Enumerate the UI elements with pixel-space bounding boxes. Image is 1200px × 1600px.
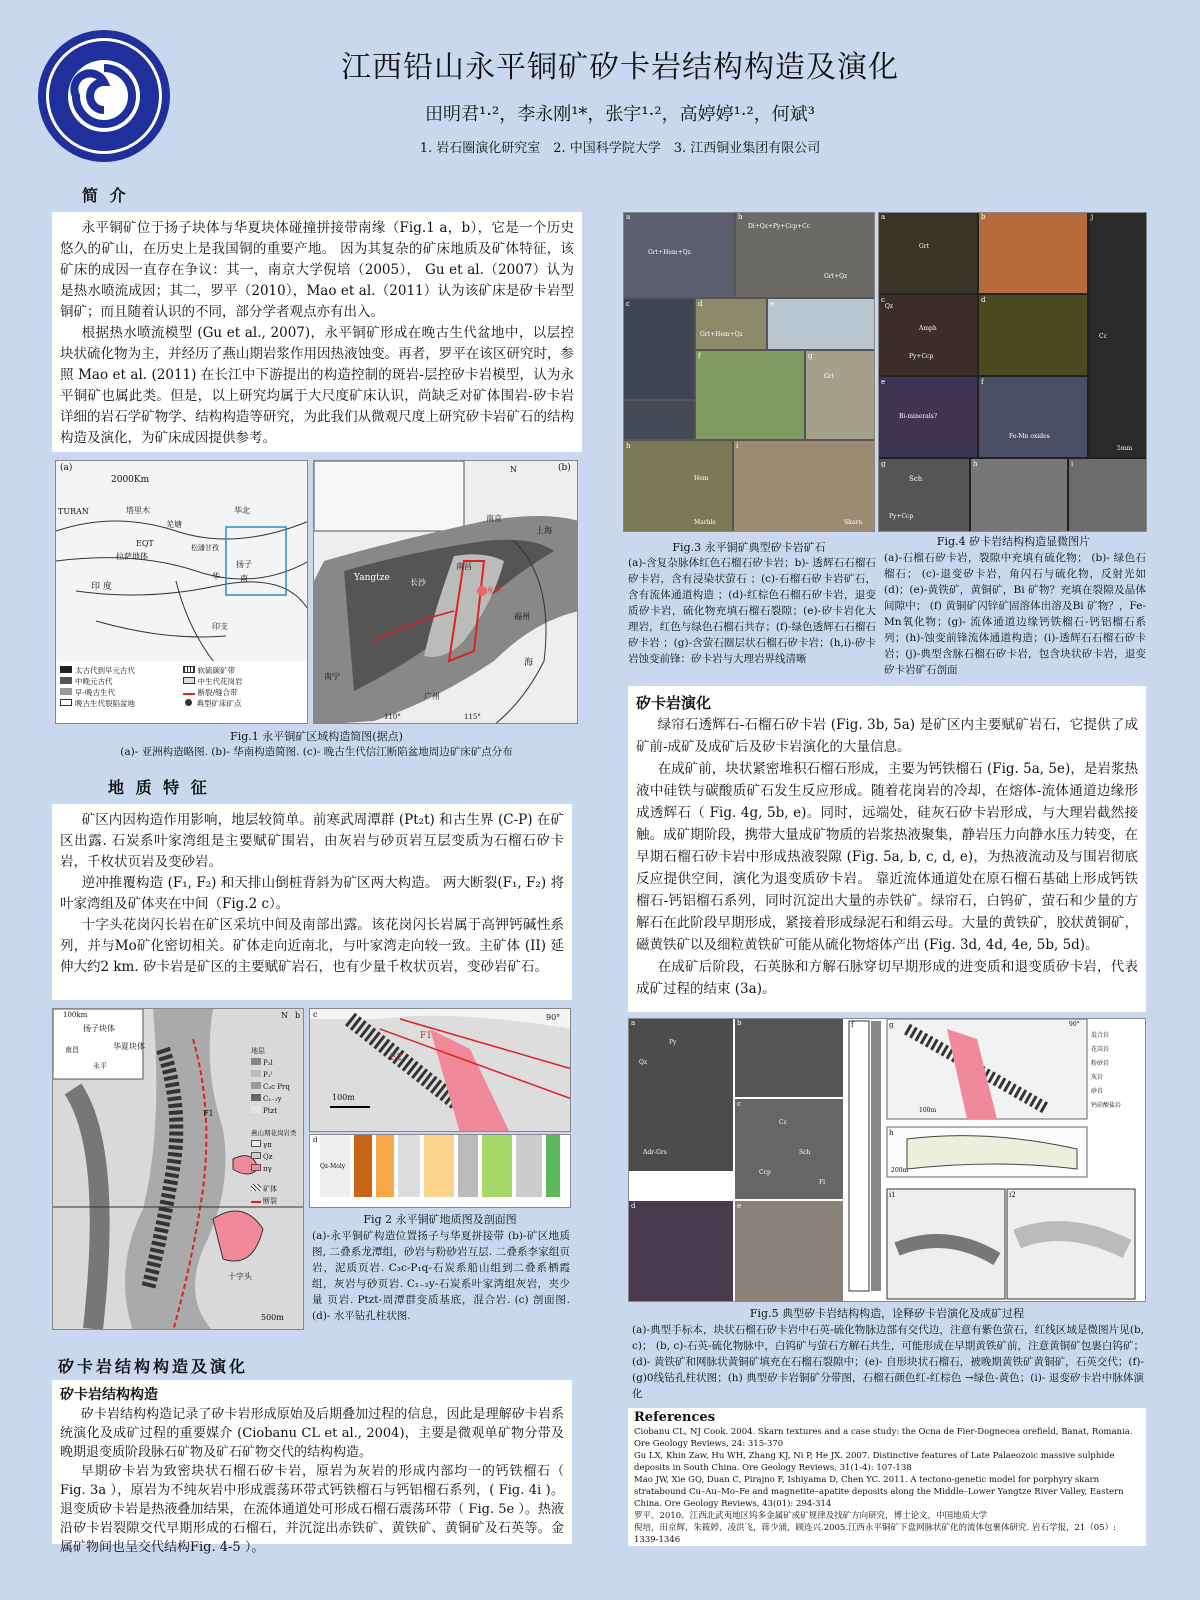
fig5-scale: 200m <box>891 1167 909 1174</box>
legend-swatch <box>251 1058 261 1065</box>
fig1a-panel-label: (a) <box>60 463 73 473</box>
legend-item <box>251 1151 303 1163</box>
photo-annotation: Marble <box>694 519 716 526</box>
legend-label: πγ <box>263 1165 272 1173</box>
legend-swatch <box>251 1140 261 1147</box>
fig5-panel-label: d <box>631 1202 636 1210</box>
photo-c <box>624 299 694 399</box>
photo-label: c <box>626 300 630 308</box>
fig1a-label: 华北 <box>234 506 250 515</box>
fig5-legend <box>1091 1029 1145 1113</box>
photo-d <box>696 299 766 349</box>
micrograph-annotation: Grt <box>919 243 930 250</box>
legend-swatch <box>60 677 72 684</box>
photo-label: a <box>626 213 631 221</box>
reference-item: Gu LX, Khin Zaw, Hu WH, Zhang KJ, Ni P, He JX. 2007. Distinctive features of Late Palaeozoic massive sulphide deposits in South China. Ore Geology Reviews, 31(1-4): 107-138 <box>634 1451 1115 1473</box>
mineral-label: Ccp <box>759 1169 771 1176</box>
legend-swatch <box>251 1152 261 1159</box>
fig5-panel-label: g <box>889 1021 894 1029</box>
legend-swatch <box>60 699 72 706</box>
photo-label: h <box>626 442 631 450</box>
fig1a-label: 塔里木 <box>126 506 150 515</box>
photo-f <box>696 351 804 439</box>
legend-label: 花岗岩 <box>1091 1046 1110 1053</box>
legend-item <box>60 665 183 676</box>
fig1a-label: TURAN <box>58 507 89 516</box>
fig5-photo-b <box>735 1019 843 1097</box>
fig3-photo-grid <box>623 212 875 532</box>
fig5-panel-label: a <box>631 1019 636 1027</box>
legend-item <box>251 1105 303 1117</box>
micrograph-d <box>979 295 1087 375</box>
fig2a-scale: 100km <box>63 1011 88 1019</box>
poster-title: 江西铅山永平铜矿矽卡岩结构构造及演化 <box>341 50 899 85</box>
evolution-text-box <box>628 686 1146 1012</box>
skarn-structure-paragraph: 矽卡岩结构构造记录了矽卡岩形成原始及后期叠加过程的信息，因此是理解矽卡岩系统演化及成矿过程的重要媒介 (Ciobanu CL et al., 2004)，主要是微观单矿物分带及晚期退变质阶段脉石矿物及矿石矿物交代的结构构造。 <box>60 1407 564 1460</box>
legend-swatch <box>251 1106 261 1113</box>
fig1b-label: Yangtze <box>354 573 390 583</box>
photo-annotation: Hem <box>694 475 709 482</box>
fig1a-label: 印 度 <box>91 582 112 592</box>
legend-label: C₃c Prq <box>263 1083 290 1091</box>
micrograph-annotation: Py+Ccp <box>909 353 934 360</box>
references-box <box>628 1408 1146 1546</box>
legend-label: 粉砂岩 <box>1091 1060 1110 1067</box>
author-list: 田明君¹·²，李永刚¹*，张宇¹·²，高婷婷¹·²，何斌³ <box>425 104 815 125</box>
fig2a-label: 南昌 <box>65 1046 79 1054</box>
micrograph-label: c <box>881 296 885 304</box>
fault-label: F2 <box>390 1053 402 1063</box>
references-heading: References <box>634 1410 716 1425</box>
micrograph-label: g <box>881 460 886 468</box>
fig5-title: Fig.5 典型矽卡岩结构构造，诠释矽卡岩演化及成矿过程 <box>749 1307 1025 1320</box>
micrograph-c <box>879 295 977 375</box>
fig2c-panel-label: c <box>313 1010 318 1019</box>
reference-item: 罗平。2010。江西北武夷地区钨多金属矿成矿规律及找矿方向研究，博士论文，中国地质大学 <box>634 1511 988 1521</box>
legend-item <box>251 1195 303 1207</box>
fig1b-label: 110° <box>384 713 401 721</box>
geology-paragraph: 十字头花岗闪长岩在矿区采坑中间及南部出露。该花岗闪长岩属于高钾钙碱性系列，并与Mo矿化密切相关。矿体走向近南北，与叶家湾走向较一致。主矿体 (II) 延伸大约2 km. 矽卡岩是矿区的主要赋矿岩石，也有少量千枚状页岩，变砂岩矿石。 <box>60 917 564 975</box>
legend-item <box>251 1093 303 1105</box>
micrograph-label: d <box>981 296 986 304</box>
micrograph-g <box>879 459 969 532</box>
reference-item: Ciobanu CL, NJ Cook. 2004. Skarn textures and a case study: the Ocna de Fier-Dognecea orefield, Banat, Romania. Ore Geology Reviews, 24: 315-370 <box>634 1427 1133 1449</box>
legend-label: Ptzt <box>263 1107 278 1115</box>
legend-item <box>251 1183 303 1195</box>
fig5-caption: (a)-典型手标本，块状石榴石矽卡岩中石英-硫化物脉边部有交代边，注意有紫色萤石，红线区域是微图片见(b, c)； (b, c)-石英-硫化物脉中，白钨矿与萤石方解石共生，可能形成在早期黄铁矿前，注意黄铜矿包裹白钨矿；(d)- 黄铁矿和网脉状黄铜矿填充在石榴石裂隙中；(e)- 自形块状石榴石，被晚期黄铁矿黄铜矿，石英交代；(f)- (g)0线钻孔柱状图；(h) 典型矽卡岩铜矿分带图，石榴石颜色红-红棕色 →绿色-黄色；(i)- 退变矽卡岩中脉体演化 <box>632 1324 1144 1400</box>
fig1-legend <box>60 665 305 709</box>
legend-item <box>60 676 183 687</box>
legend-swatch <box>251 1070 261 1077</box>
fig3-caption: (a)-含复杂脉体红色石榴石矽卡岩；b)- 透辉石石榴石矽卡岩，含有浸染状萤石 ；(c)-石榴石矽卡岩矿石，含有流体通道构造 ；(d)-红棕色石榴石矽卡岩，退变质矽卡岩，硫化物充填石榴石裂隙；(e)-矽卡岩化大理岩，红色与绿色石榴石共存；(f)-绿色透辉石石榴石矽卡岩 ；(g)-含萤石圈层状石榴石矽卡岩；(h,i)-矽卡岩蚀变前锋：矽卡岩与大理岩界线清晰 <box>628 557 876 665</box>
legend-title: 地层 <box>251 1047 265 1055</box>
fig1b-label: 115° <box>464 713 481 721</box>
mineral-label: Qz <box>639 1059 648 1066</box>
micrograph-annotation: Amph <box>919 325 937 332</box>
micrograph-annotation: Sch <box>909 475 923 483</box>
legend-label: 中晚元古代 <box>75 677 113 686</box>
fig5-azimuth: 90° <box>1069 1021 1080 1028</box>
legend-item <box>60 698 183 709</box>
fig1b-label: 长沙 <box>410 578 426 587</box>
mineral-label: Py <box>669 1039 677 1046</box>
fig1b-label: 南宁 <box>324 672 340 681</box>
legend-item <box>183 687 306 698</box>
fig3-title: Fig.3 永平铜矿典型矽卡岩矿石 <box>672 541 826 554</box>
legend-label: 软硫碳矿带 <box>197 666 235 675</box>
fig5-panel-label: h <box>889 1129 894 1137</box>
legend-item <box>251 1057 303 1069</box>
fig1b-label: 海 <box>524 658 534 668</box>
legend-label: 断裂 <box>263 1197 277 1205</box>
legend-item <box>251 1069 303 1081</box>
fig5-photo-d <box>629 1201 733 1302</box>
photo-label: g <box>808 352 813 360</box>
fig1-map-a <box>55 460 308 724</box>
geology-paragraph: 矿区内因构造作用影响，地层较简单。前寒武周潭群 (Pt₂t) 和古生界 (C-P) 在矿区出露. 石炭系叶家湾组是主要赋矿围岩，由灰岩与砂页岩互层变质为石榴石矽卡岩，千枚状页岩及变砂岩。 <box>60 812 564 870</box>
legend-label: 典型矿床矿点 <box>196 699 242 708</box>
photo-g <box>806 351 875 439</box>
legend-swatch <box>185 699 192 706</box>
legend-label: 混合岩 <box>1091 1032 1110 1039</box>
legend-label: γπ <box>263 1141 272 1149</box>
intro-text-box <box>52 212 582 452</box>
fig2-drill-log <box>309 1134 571 1208</box>
legend-swatch <box>251 1196 261 1203</box>
fig1a-label: 拉萨地体 <box>116 552 148 561</box>
fig5-panel-label: c <box>737 1100 741 1108</box>
fig2b-scale: 500m <box>261 1313 284 1322</box>
micrograph-label: f <box>981 378 984 386</box>
legend-item <box>183 698 306 709</box>
legend-swatch <box>183 677 195 684</box>
skarn-structure-text-box <box>52 1380 572 1555</box>
legend-label: C₁₋₂y <box>263 1095 282 1103</box>
fig1b-label: 上海 <box>536 526 552 535</box>
fig4-micrograph-grid <box>878 212 1147 532</box>
micrograph-annotation: Cc <box>1099 333 1107 340</box>
photo-annotation: Grt+Hem+Qz <box>648 249 691 256</box>
micrograph-a <box>879 213 977 293</box>
photo-annotation: Grt <box>824 373 835 380</box>
fig1-caption: (a)- 亚洲构造略图. (b)- 华南构造简图. (c)- 晚古生代信江断陷盆地周边矿床矿点分布 <box>120 746 513 758</box>
legend-title: 燕山期花岗岩类 <box>251 1129 297 1137</box>
evolution-heading: 矽卡岩演化 <box>636 694 712 712</box>
intro-paragraph: 永平铜矿位于扬子块体与华夏块体碰撞拼接带南缘（Fig.1 a，b），它是一个历史悠久的矿山，在历史上是我国铜的重要产地。 因为其复杂的矿床地质及矿体特征，该矿床的成因一直存在争议：其一，南京大学倪培（2005）， Gu et al.（2007）认为是热水喷流成因；其二，罗平（2010），Mao et al.（2011）认为该矿床是矽卡岩型铜矿；而且随着认识的不同，部分学者观点亦有出入。 <box>60 220 574 320</box>
photo-c2 <box>624 401 694 439</box>
photo-annotation: Di+Qz+Py+Ccp+Cc <box>748 223 811 230</box>
photo-label: d <box>698 300 703 308</box>
fig2c-azimuth: 90° <box>546 1013 561 1022</box>
evolution-paragraph: 绿帘石透辉石-石榴石矽卡岩 (Fig. 3b, 5a) 是矿区内主要赋矿岩石，它提供了成矿前-成矿及成矿后及矽卡岩演化的大量信息。 <box>636 717 1138 755</box>
fig2c-scale: 100m <box>332 1093 355 1102</box>
fig2-cross-section <box>309 1008 571 1132</box>
legend-label: P₂l <box>263 1059 273 1067</box>
legend-label: 早-晚古生代 <box>75 688 116 697</box>
fig1a-label: 华 <box>212 572 220 581</box>
intro-paragraph: 根据热水喷流模型 (Gu et al., 2007)，永平铜矿形成在晚古生代盆地中，以层控块状硫化物为主，并经历了燕山期岩浆作用因热液蚀变。再者，罗平在该区研究时，参照 Mao et al. (2011) 在长江中下游提出的构造控制的斑岩-层控矽卡岩模型，认为永平铜矿也属此类。但是，以上研究均属于大尺度矿床认识，尚缺乏对矿体围岩-矽卡岩详细的岩石学矿物学、结构构造等研究，为此我们从微观尺度上研究矽卡岩矿石的结构构造及演化，为矿床成因提供参考。 <box>60 325 574 446</box>
legend-label: 矿体 <box>263 1185 277 1193</box>
geology-text-box <box>52 804 572 1000</box>
evolution-paragraph: 在成矿后阶段，石英脉和方解石脉穿切早期形成的进变质和退变质矽卡岩，代表成矿过程的结束 (3a)。 <box>636 959 1138 997</box>
fig5-panel-label: e <box>737 1202 742 1210</box>
fig4-caption: (a)-石榴石矽卡岩，裂隙中充填有硫化物； (b)- 绿色石榴石； (c)-退变矽卡岩，角闪石与硫化物，反射光如 (d)；(e)-黄铁矿，黄铜矿，Bi 矿物？充填在裂隙及晶体间隙中； (f) 黄铜矿闪锌矿固溶体出溶及Bi 矿物？，Fe-Mn氧化物；(g)- 流体通道边缘钙铁榴石-钙铝榴石系列；(h)-蚀变前锋流体通道构造；(i)-透辉石石榴石矽卡岩；(j)-典型含脉石榴石矽卡岩，包含块状矽卡岩，退变矽卡岩矿石剖面 <box>884 552 1146 676</box>
micrograph-annotation: Py+Ccp <box>889 513 914 520</box>
skarn-structure-paragraph: 早期矽卡岩为致密块状石榴石矽卡岩，原岩为灰岩的形成内部均一的钙铁榴石（ Fig. 3a ），原岩为不纯灰岩中形成震荡环带式钙铁榴石与钙铝榴石系列，( Fig. 4i )。退变质矽卡岩是热液叠加结果，在流体通道处可形成石榴石震荡环带（ Fig. 5e ）。热液沿矽卡岩裂隙交代早期形成的石榴石，并沉淀出赤铁矿、黄铁矿、黄铜矿及石英等。金属矿物间也呈交代结构Fig. 4-5 ）。 <box>60 1464 564 1555</box>
legend-swatch <box>251 1164 261 1171</box>
fig1a-label: 扬子 <box>236 560 252 569</box>
fig2b-panel-label: b <box>295 1011 301 1020</box>
micrograph-label: e <box>881 378 886 386</box>
skarn-structure-heading: 矽卡岩结构构造及演化 <box>58 1357 249 1376</box>
fig1-map-b <box>313 460 578 724</box>
legend-label: 晚古生代裂陷盆地 <box>75 699 135 708</box>
legend-label: 断裂/缝合带 <box>197 688 238 697</box>
fig5-photo-c <box>735 1099 843 1199</box>
geology-paragraph: 逆冲推覆构造 (F₁, F₂) 和天排山倒桩背斜为矿区两大构造。 两大断裂(F₁, F₂) 将叶家湾组及矿体夹在中间（Fig.2 c）。 <box>60 875 564 912</box>
mineral-label: Cc <box>779 1119 787 1126</box>
fig5-photo-e <box>735 1201 843 1302</box>
micrograph-scale: 5mm <box>1117 445 1133 452</box>
fig1b-label: 永平 <box>486 586 502 595</box>
fault-label: F1 <box>420 1031 432 1041</box>
micrograph-h <box>971 459 1067 532</box>
legend-swatch <box>251 1082 261 1089</box>
legend-label: 钙硅酸盐岩 <box>1091 1102 1122 1109</box>
fig1a-label: 南 <box>240 574 248 583</box>
affiliations: 1. 岩石圈演化研究室 2. 中国科学院大学 3. 江西铜业集团有限公司 <box>419 141 821 156</box>
legend-item <box>60 687 183 698</box>
photo-label: b <box>738 213 743 221</box>
fig2a-label: 扬子块体 <box>83 1024 115 1033</box>
mineral-label: Adr-Grs <box>643 1149 667 1156</box>
legend-swatch <box>251 1184 261 1191</box>
geology-heading: 地 质 特 征 <box>108 778 210 797</box>
fig2d-panel-label: d <box>313 1136 318 1144</box>
photo-label: e <box>770 300 775 308</box>
drill-log-svg <box>310 1135 571 1208</box>
fig4-title: Fig.4 矽卡岩结构构造显微图片 <box>936 535 1091 548</box>
fig1-title: Fig.1 永平铜矿区域构造简图(据点) <box>230 730 403 743</box>
fig2-geologic-map <box>52 1008 304 1330</box>
skarn-structure-subheading: 矽卡岩结构构造 <box>60 1387 158 1403</box>
north-arrow-label: N <box>281 1011 288 1020</box>
fig5-composite <box>628 1018 1146 1302</box>
fig5-panel-label: i1 <box>889 1191 896 1199</box>
fig2b-label: F1 <box>203 1109 214 1118</box>
micrograph-j <box>1089 213 1147 457</box>
evolution-paragraph: 在成矿前，块状紧密堆积石榴石形成，主要为钙铁榴石 (Fig. 5a, 5e)，是岩浆热液中硅铁与碳酸质矿石发生反应形成。随着花岗岩的冷却，在熔体-流体通道边缘形成透辉石（ Fig. 4g, 5b, e)。同时，远端处，硅灰石矽卡岩形成，与大理岩截然接触。成矿期阶段，携带大量成矿物质的岩浆热液聚集，静岩压力向静水压力转变，在早期石榴石矽卡岩中形成热液裂隙 (Fig. 5a, b, c, d, e)，为热液流动及与围岩彻底反应提供空间，演化为退变质矽卡岩。 靠近流体通道处在原石榴石基础上形成钙铁榴石-钙铝榴石系列，同时沉淀出大量的赤铁矿。绿帘石，白钨矿，萤石和少量的方解石在此阶段早期形成，紧接着形成绿泥石和绢云母。大量的黄铁矿，胶状黄铜矿，磁黄铁矿以及细粒黄铁矿可能从硫化物熔体产出 (Fig. 3d, 4d, 4e, 5b, 5d)。 <box>636 761 1138 953</box>
micrograph-annotation: Fe-Mn oxides <box>1009 433 1050 440</box>
fig2-caption: (a)-永平铜矿构造位置扬子与华夏拼接带 (b)-矿区地质图, 二叠系龙潭组，砂岩与粉砂岩互层. 二叠系李家组页岩，泥质页岩. C₃c-P₁q-石炭系船山组到二叠系栖霞组，灰岩与砂页岩. C₁₋₂y-石炭系叶家湾组灰岩，夹少量 页岩. Ptzt-周潭群变质基底，混合岩. (c) 剖面图. (d)- 水平钻孔柱状图. <box>312 1230 570 1322</box>
south-china-map <box>314 461 578 724</box>
photo-e <box>768 299 875 349</box>
micrograph-annotation: Bi-minerals? <box>899 413 938 420</box>
mineral-label: Fl <box>819 1179 826 1186</box>
fig1b-panel-label: (b) <box>558 463 571 473</box>
fig1b-label: 南昌 <box>456 562 472 571</box>
legend-label: 中生代花岗岩 <box>197 677 243 686</box>
fig5-panel-label: i2 <box>1009 1191 1016 1199</box>
micrograph-label: b <box>981 213 986 221</box>
fig1a-scale: 2000Km <box>111 475 150 485</box>
photo-annotation: Grt+Qz <box>824 273 848 280</box>
institute-logo <box>38 30 170 162</box>
swirl-icon <box>68 60 140 132</box>
fig1b-label: 南京 <box>486 514 502 523</box>
photo-annotation: Skarn <box>844 519 863 526</box>
legend-swatch <box>60 688 72 695</box>
fig2b-label: 十字头 <box>228 1272 252 1281</box>
legend-swatch <box>183 666 195 673</box>
legend-label: 太古代到早元古代 <box>75 666 135 675</box>
logo-emblem <box>68 60 140 132</box>
legend-item <box>183 665 306 676</box>
mineral-label: Sch <box>799 1149 811 1156</box>
fig1b-label: 福州 <box>514 612 530 621</box>
micrograph-i <box>1069 459 1147 532</box>
micrograph-f <box>979 377 1087 457</box>
fig1a-label: EQT <box>136 539 154 548</box>
micrograph-b <box>979 213 1087 293</box>
fig5-panel-label: b <box>737 1019 742 1027</box>
legend-swatch <box>60 666 72 673</box>
legend-item <box>183 676 306 687</box>
photo-label: i <box>736 442 739 450</box>
micrograph-label: i <box>1071 460 1074 468</box>
legend-label: Qz <box>263 1153 273 1161</box>
fig2a-label: 华夏块体 <box>113 1042 145 1051</box>
micrograph-annotation: Qz <box>885 303 894 310</box>
legend-label: P₁ˡ <box>263 1071 273 1079</box>
fig1a-label: 羌塘 <box>166 520 182 529</box>
legend-item <box>251 1163 303 1175</box>
fig1a-label: 松潘甘孜 <box>191 544 219 552</box>
micrograph-label: a <box>881 213 886 221</box>
intro-heading: 简 介 <box>82 186 129 205</box>
micrograph-label: h <box>973 460 978 468</box>
photo-annotation: Grt+Hem+Qz <box>700 331 743 338</box>
fig2-title: Fig 2 永平铜矿地质图及剖面图 <box>363 1213 517 1226</box>
fig5-scale: 100m <box>919 1107 937 1114</box>
legend-swatch <box>183 688 195 695</box>
photo-label: f <box>698 352 701 360</box>
legend-label: 灰岩 <box>1091 1074 1104 1081</box>
fig2a-label: 永平 <box>93 1062 107 1070</box>
cross-section-svg <box>310 1009 571 1132</box>
north-arrow-label: N <box>510 465 517 474</box>
legend-item <box>251 1081 303 1093</box>
micrograph-label: j <box>1091 213 1094 221</box>
fig1a-label: 印支 <box>212 622 228 631</box>
fig2-legend <box>251 1045 303 1207</box>
legend-item <box>251 1139 303 1151</box>
legend-swatch <box>251 1094 261 1101</box>
fig5-panel-label: f <box>851 1021 854 1029</box>
fig1b-label: 广州 <box>424 692 440 701</box>
fig2d-label: Qz-Moly <box>320 1163 346 1170</box>
reference-item: 倪培，田京辉，朱筱婷，凌洪飞，蒋少涌，顾连兴.2005.江西永平铜矿下盘网脉状矿化的流体包裹体研究. 岩石学报，21（05）: 1339-1346 <box>634 1523 1116 1545</box>
legend-label: 砂岩 <box>1091 1088 1104 1095</box>
reference-item: Mao JW, Xie GQ, Duan C, Pirajno F, Ishiyama D, Chen YC. 2011. A tectono-genetic model for porphyry skarn stratabound Cu–Au–Mo–Fe and magnetite–apatite deposits along the Middle–Lower Yangtze River Valley, Eastern China. Ore Geology Reviews, 43(01): 294-314 <box>634 1475 1124 1509</box>
